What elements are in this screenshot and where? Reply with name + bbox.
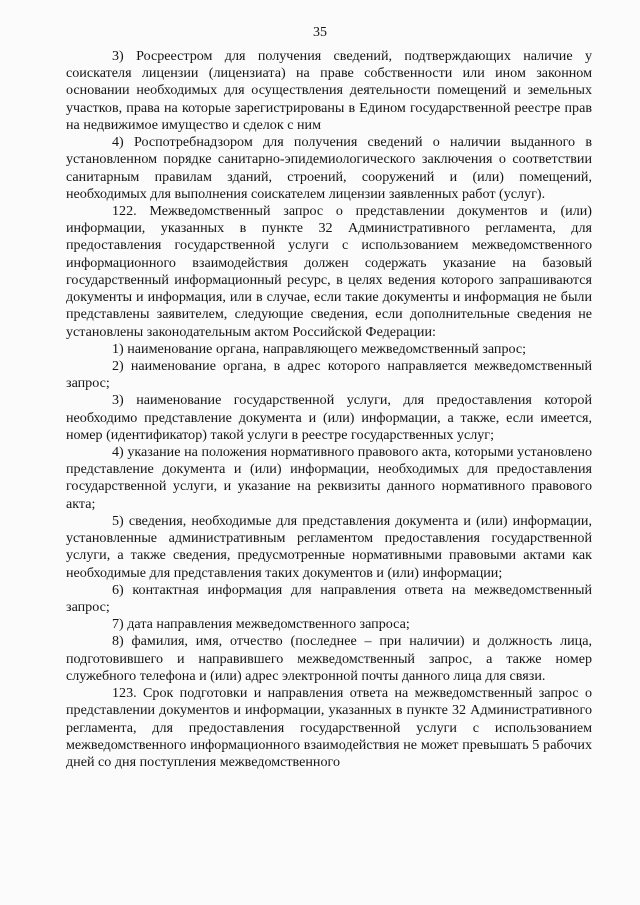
list-item-8: 8) фамилия, имя, отчество (последнее – при наличии) и должность лица, подготовившего и направившего межведомственный запрос, а также номер служебного телефона и (или) адрес электронной почты данного лица для связи. — [66, 633, 592, 684]
list-item-6: 6) контактная информация для направления ответа на межведомственный запрос; — [66, 581, 592, 615]
list-item-3: 3) наименование государственной услуги, для предоставления которой необходимо представление документа и (или) информации, а также, если имеется, номер (идентификатор) такой услуги в реестре государственных услуг; — [66, 392, 592, 443]
page-number: 35 — [313, 25, 327, 40]
paragraph-123: 123. Срок подготовки и направления ответа на межведомственный запрос о представлении документов и информации, указанных в пункте 32 Административного регламента, для предоставления государственной услуги с использованием межведомственного информационного взаимодействия не может превышать 5 рабочих дней со дня поступления межведомственного — [66, 685, 592, 770]
list-item-1: 1) наименование органа, направляющего межведомственный запрос; — [112, 340, 527, 357]
paragraph-122: 122. Межведомственный запрос о представлении документов и (или) информации, указанных в пункте 32 Административного регламента, для предоставления государственной услуги с использованием межведомственного информационного взаимодействия должен содержать указание на базовый государственный информационный ресурс, в целях ведения которого запрашиваются документы и информация, или в случае, если такие документы и информация не были представлены заявителем, следующие сведения, если дополнительные сведения не установлены законодательным актом Российской Федерации: — [66, 202, 592, 340]
paragraph-item-4: 4) Роспотребнадзором для получения сведений о наличии выданного в установленном порядке санитарно-эпидемиологического заключения о соответствии санитарным правилам зданий, строений, сооружений и (или) помещений, необходимых для выполнения соискателем лицензии заявленных работ (услуг). — [66, 134, 592, 202]
list-item-5: 5) сведения, необходимые для представления документа и (или) информации, установленные административным регламентом предоставления государственной услуги, а также сведения, предусмотренные нормативными правовыми актами как необходимые для представления таких документов и (или) информации; — [66, 512, 592, 581]
list-item-2: 2) наименование органа, в адрес которого направляется межведомственный запрос; — [66, 357, 592, 392]
list-item-4: 4) указание на положения нормативного правового акта, которыми установлено представление документа и (или) информации, необходимых для предоставления государственной услуги, и указание на реквизиты данного нормативного правового акта; — [66, 444, 592, 512]
document-body — [66, 48, 592, 771]
list-item-7: 7) дата направления межведомственного запроса; — [112, 616, 410, 633]
paragraph-item-3: 3) Росреестром для получения сведений, подтверждающих наличие у соискателя лицензии (лицензиата) на праве собственности или ином законном основании необходимых для осуществления деятельности помещений и земельных участков, права на которые зарегистрированы в Едином государственной реестре прав на недвижимое имущество и сделок с ним — [66, 48, 592, 133]
